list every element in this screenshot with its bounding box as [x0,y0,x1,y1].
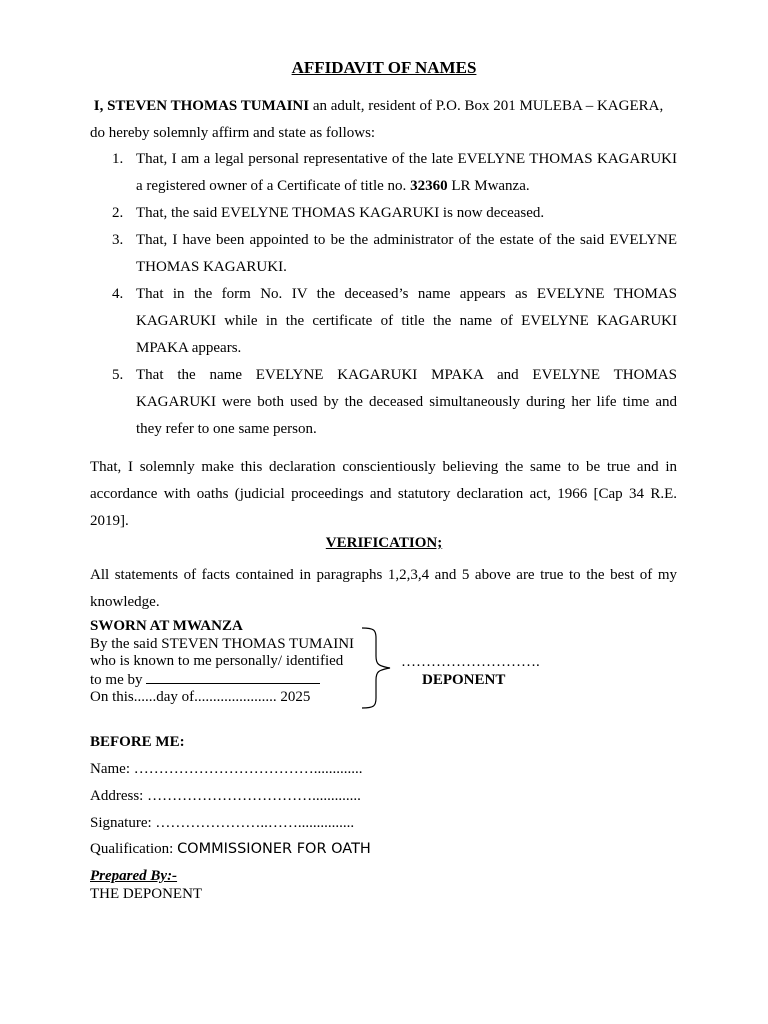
curly-brace-icon [360,626,396,710]
item-number: 4. [112,286,124,302]
sworn-line3 [90,671,390,690]
intro-line2: do hereby solemnly affirm and state as follows: [90,125,376,141]
document-title: AFFIDAVIT OF NAMES [291,58,477,77]
item-number: 3. [112,232,124,248]
intro-line1-rest: an adult, resident of P.O. Box 201 MULEBA – KAGERA, [309,98,664,114]
jurat-block [90,618,390,707]
title-number: 32360 [410,178,448,194]
item-text-end: LR Mwanza. [447,178,530,194]
commissioner-signature-field: Signature: …………………..……............... [90,815,355,831]
item-number: 1. [112,151,124,167]
item-text: That, I have been appointed to be the administrator of the estate of the said EVELYNE THOMAS KAGARUKI. [136,232,677,275]
sworn-line2: who is known to me personally/ identified [90,653,344,669]
qualification-value: COMMISSIONER FOR OATH [177,841,371,857]
sworn-line4: On this......day of...................... 2025 [90,689,311,705]
qualification-label: Qualification: [90,841,178,857]
list-item [90,200,677,227]
intro-paragraph [90,93,677,147]
item-text: That in the form No. IV the deceased’s name appears as EVELYNE THOMAS KAGARUKI while in the certificate of title the name of EVELYNE KAGARUKI MPAKA appears. [136,286,677,356]
item-text: That the name EVELYNE KAGARUKI MPAKA and EVELYNE THOMAS KAGARUKI were both used by the deceased simultaneously during her life time and they refer to one same person. [136,367,677,437]
deponent-signature-line: ………………………. [401,654,540,670]
sworn-line1: By the said STEVEN THOMAS TUMAINI [90,635,355,652]
list-item [90,362,677,443]
declaration-paragraph: That, I solemnly make this declaration conscientiously believing the same to be true and in accordance with oaths (judicial proceedings and statutory declaration act, 1966 [Cap 34 R.E. 2019]. [90,459,677,529]
prepared-by-name: THE DEPONENT [90,886,203,902]
list-item [90,281,677,362]
verification-text: All statements of facts contained in paragraphs 1,2,3,4 and 5 above are true to the best of my knowledge. [90,567,677,610]
commissioner-name-field: Name: ………………………………............. [90,761,363,777]
before-me-heading: BEFORE ME: [90,734,185,750]
item-text: That, I am a legal personal representative of the late EVELYNE THOMAS KAGARUKI a registered owner of a Certificate of title no. [136,151,677,194]
list-item [90,227,677,281]
item-text: That, the said EVELYNE THOMAS KAGARUKI is now deceased. [136,205,545,221]
deponent-name: I, STEVEN THOMAS TUMAINI [93,98,310,114]
item-number: 2. [112,205,124,221]
verification-heading: VERIFICATION; [325,535,443,551]
commissioner-address-field: Address: ……………………………............. [90,788,361,804]
sworn-line3-text: to me by [90,671,147,688]
sworn-heading: SWORN AT MWANZA [90,618,243,634]
item-number: 5. [112,367,124,383]
statements-list [90,146,677,443]
list-item [90,146,677,200]
identifier-blank-line [146,671,320,684]
prepared-by-label: Prepared By:- [90,868,178,884]
qualification-field [90,841,371,858]
deponent-label: DEPONENT [422,672,506,688]
